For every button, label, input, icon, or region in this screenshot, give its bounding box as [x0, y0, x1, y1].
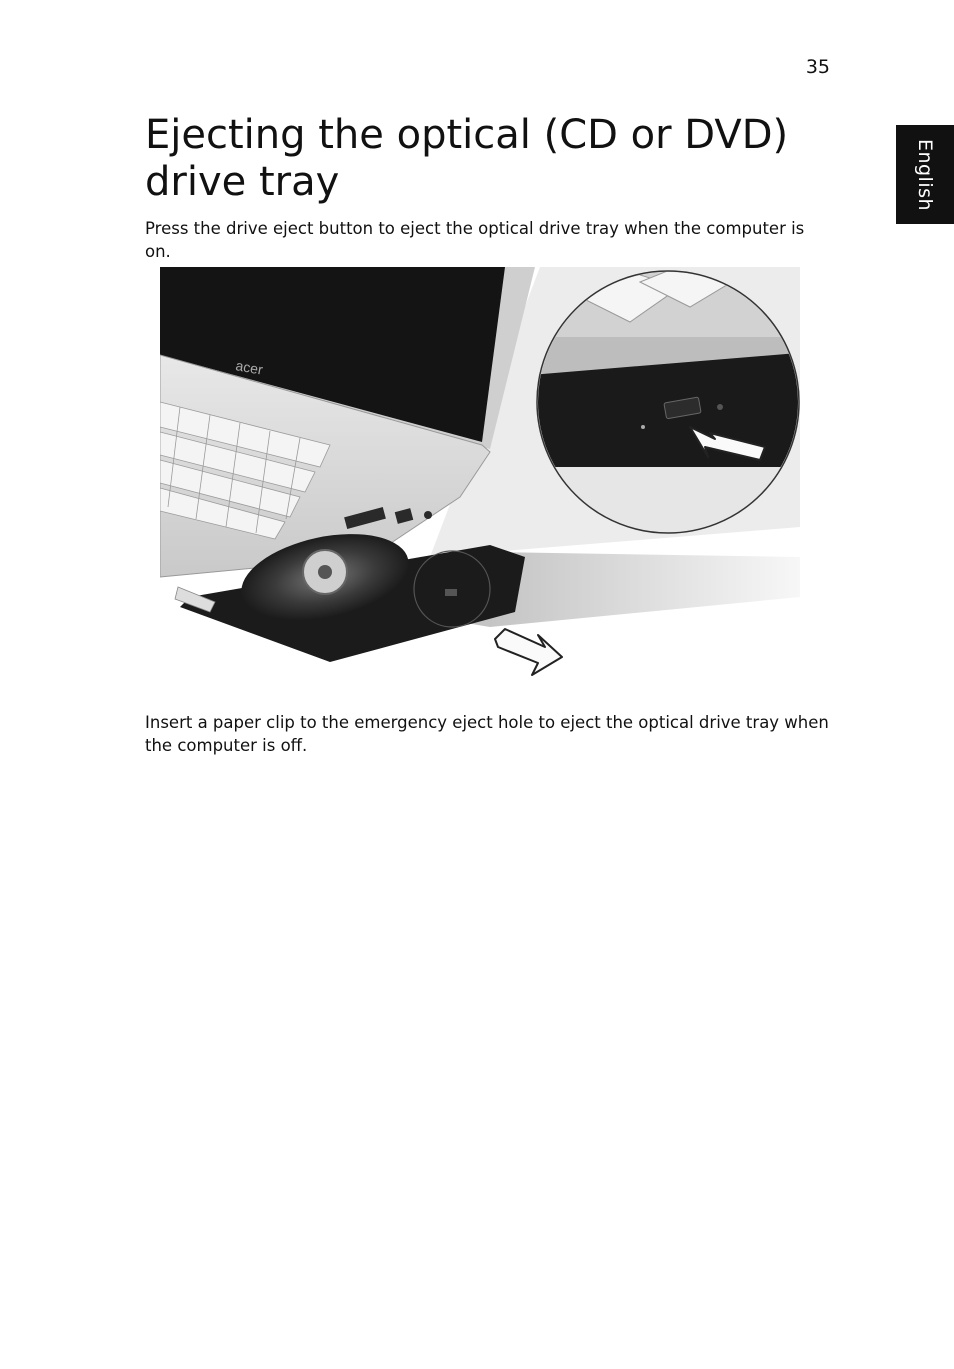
audio-jack	[424, 511, 432, 519]
drive-indicator-light	[641, 425, 645, 429]
optical-drive-illustration	[160, 267, 800, 685]
page-number: 35	[805, 56, 830, 78]
language-tab	[896, 125, 954, 224]
emergency-eject-hole	[717, 404, 723, 410]
note-paragraph: Insert a paper clip to the emergency eject hole to eject the optical drive tray when the computer is off.	[145, 713, 829, 755]
tray-direction-arrow-icon	[495, 629, 562, 675]
language-tab-label: English	[914, 138, 936, 211]
acer-logo: acer	[234, 357, 265, 378]
page-title: Ejecting the optical (CD or DVD) drive tray	[145, 112, 789, 205]
spindle	[318, 565, 332, 579]
optical-drive-illustration-svg	[160, 267, 800, 685]
tray-eject-button	[445, 589, 457, 596]
intro-paragraph: Press the drive eject button to eject the optical drive tray when the computer is on.	[145, 219, 805, 261]
